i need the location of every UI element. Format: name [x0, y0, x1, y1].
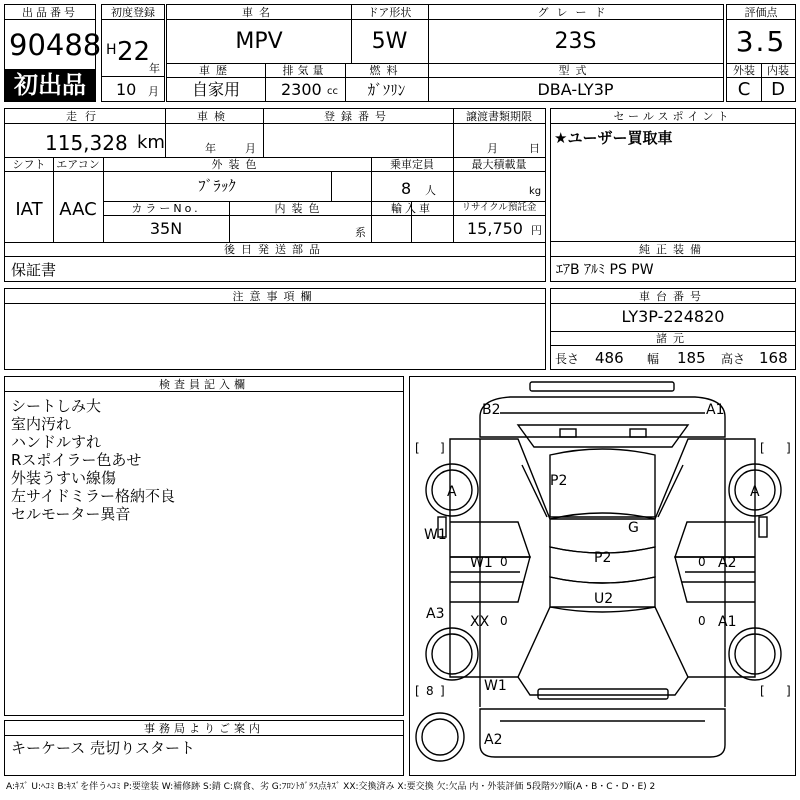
insp-month-unit: 月 [245, 142, 256, 155]
inspector-note: 左サイドミラー格納不良 [11, 487, 175, 505]
damage-mark: A1 [706, 402, 725, 418]
inspector-note: Rスポイラー色あせ [11, 451, 142, 469]
recycle-value: 15,750 [467, 219, 523, 238]
inspector-note: 外装うすい線傷 [11, 469, 117, 487]
equipment-box [550, 241, 796, 282]
interior-grade: D [771, 79, 785, 100]
inspector-box [4, 376, 404, 716]
insp-year-unit: 年 [205, 142, 216, 155]
legend-text: A:ｷｽﾞ U:ﾍｺﾐ B:ｷｽﾞを伴うﾍｺﾐ P:要塗装 W:補修跡 S:錆 C:腐食、劣 G:ﾌﾛﾝﾄｶﾞﾗｽ点ｷｽﾞ XX:交換済み X:要交換 欠:欠品 内・外装評価 5段階ﾗﾝｸ順(A・B・C・D・E) 2 [6, 782, 656, 792]
mileage-value: 115,328 [45, 131, 128, 155]
length-value: 486 [595, 349, 624, 367]
damage-mark: A [750, 484, 760, 500]
fuel-label: 燃料 [369, 64, 404, 77]
office-box [4, 720, 404, 776]
displacement-label: 排気量 [282, 64, 328, 77]
width-label: 幅 [647, 352, 660, 366]
transfer-day-unit: 日 [529, 142, 540, 155]
equip-label: 純正装備 [639, 243, 707, 256]
width-value: 185 [677, 349, 706, 367]
damage-mark: A3 [426, 606, 445, 622]
length-label: 長さ [555, 352, 580, 366]
damage-mark: A2 [484, 732, 503, 748]
color-value: ﾌﾞﾗｯｸ [198, 177, 236, 195]
cc-unit: cc [327, 86, 338, 97]
notes-box [4, 288, 546, 370]
damage-mark: A2 [718, 555, 737, 571]
zero-mark: 0 [500, 555, 508, 569]
chassis-value: LY3P-224820 [621, 307, 725, 326]
first-reg-label: 初度登録 [111, 6, 155, 19]
damage-mark: A [447, 484, 457, 500]
capacity-label: 乗車定員 [390, 158, 434, 171]
damage-mark: W1 [470, 555, 493, 571]
vehicle-block [166, 4, 724, 102]
side-bracket: [ [415, 441, 420, 455]
name-label: 車名 [242, 6, 276, 19]
color-no-value: 35N [149, 219, 183, 238]
sales-point-label: セールスポイント [613, 110, 733, 123]
tire-count: 8 [426, 684, 434, 698]
shift-label: シフト [12, 158, 46, 171]
inspector-label: 検査員記入欄 [159, 378, 249, 391]
import-label: 輸入車 [391, 202, 433, 215]
inspector-note: ハンドルすれ [11, 433, 102, 451]
grade-label: グレード [537, 6, 614, 19]
zero-mark: 0 [500, 614, 508, 628]
notes-label: 注意事項欄 [232, 290, 318, 303]
color-no-label: カラーNo. [131, 202, 201, 215]
shift-value: IAT [15, 199, 43, 220]
int-color-suffix: 系 [355, 226, 366, 239]
grade-value: 23S [554, 29, 597, 54]
inspector-note: シートしみ大 [11, 397, 102, 415]
reg-no-label: 登録番号 [324, 110, 392, 123]
score-label: 評価点 [744, 6, 778, 19]
lot-number: 90488 [9, 28, 102, 62]
capacity-unit: 人 [425, 184, 436, 197]
capacity-value: 8 [401, 179, 412, 198]
color-label: 外装色 [211, 158, 263, 171]
damage-mark: A1 [718, 614, 737, 630]
lot-label: 出品番号 [22, 6, 78, 19]
side-bracket: ] [786, 684, 791, 698]
exterior-label: 外装 [733, 64, 755, 77]
equip-value: ｴｱB ｱﾙﾐ PS PW [556, 262, 654, 278]
sales-point-box [550, 108, 796, 242]
door-type: 5W [371, 29, 408, 54]
side-bracket: ] [440, 684, 445, 698]
side-bracket: [ [415, 684, 420, 698]
inspector-note: 室内汚れ [11, 415, 72, 433]
zero-mark: 0 [698, 555, 706, 569]
ac-value: AAC [59, 199, 97, 220]
reg-month: 10 [116, 80, 137, 99]
first-listing-badge: 初出品 [5, 69, 95, 101]
reg-year: 22 [117, 37, 151, 67]
recycle-label: リサイクル預託金 [461, 202, 537, 213]
side-bracket: [ [760, 684, 765, 698]
damage-mark: P2 [550, 473, 568, 489]
side-bracket: ] [440, 441, 445, 455]
inspector-note: セルモーター異音 [11, 505, 131, 523]
damage-mark: G [628, 520, 639, 536]
displacement-value: 2300 [281, 80, 322, 99]
transfer-label: 譲渡書類期限 [466, 110, 532, 123]
height-value: 168 [759, 349, 788, 367]
damage-diagram-box [409, 376, 796, 776]
delivery-value: 保証書 [11, 261, 57, 279]
load-unit: kg [529, 186, 542, 197]
inspection-label: 車検 [197, 110, 231, 123]
load-label: 最大積載量 [471, 158, 527, 171]
spec-label: 諸元 [656, 332, 690, 345]
vehicle-name: MPV [235, 29, 283, 54]
model-value: DBA-LY3P [537, 80, 614, 99]
transfer-month-unit: 月 [487, 142, 498, 155]
side-bracket: ] [786, 441, 791, 455]
yen-unit: 円 [531, 224, 542, 237]
damage-mark: W1 [484, 678, 507, 694]
first-registration-box [101, 4, 165, 102]
chassis-box [550, 288, 796, 370]
damage-mark: P2 [594, 550, 612, 566]
month-unit: 月 [148, 85, 159, 98]
mileage-label: 走行 [66, 110, 104, 123]
damage-mark: W1 [424, 527, 447, 543]
office-label: 事務局よりご案内 [144, 722, 264, 735]
inspector-notes [11, 397, 175, 523]
damage-mark: U2 [594, 591, 614, 607]
model-label: 型式 [558, 64, 593, 77]
score-block [726, 4, 796, 102]
fuel-value: ｶﾞｿﾘﾝ [367, 81, 406, 99]
sales-point-value: ★ユーザー買取車 [554, 129, 673, 147]
interior-label: 内装 [767, 64, 789, 77]
delivery-label: 後日発送部品 [224, 243, 326, 256]
side-bracket: [ [760, 441, 765, 455]
car-diagram [410, 377, 795, 775]
lot-box [4, 4, 102, 102]
damage-mark: XX [470, 614, 490, 630]
score-value: 3.5 [735, 25, 787, 58]
zero-mark: 0 [698, 614, 706, 628]
exterior-grade: C [737, 79, 751, 100]
height-label: 高さ [721, 352, 746, 366]
ac-label: エアコン [56, 158, 100, 171]
era-prefix: H [106, 42, 117, 58]
year-unit: 年 [149, 62, 160, 75]
int-color-label: 内装色 [274, 202, 326, 215]
chassis-label: 車台番号 [639, 290, 707, 303]
history-value: 自家用 [191, 80, 240, 99]
office-text: キーケース 売切りスタート [11, 739, 196, 757]
km-unit: km [137, 132, 165, 153]
history-label: 車歴 [199, 64, 233, 77]
details-block [4, 108, 546, 282]
damage-mark: B2 [482, 402, 501, 418]
door-label: ドア形状 [367, 6, 412, 19]
